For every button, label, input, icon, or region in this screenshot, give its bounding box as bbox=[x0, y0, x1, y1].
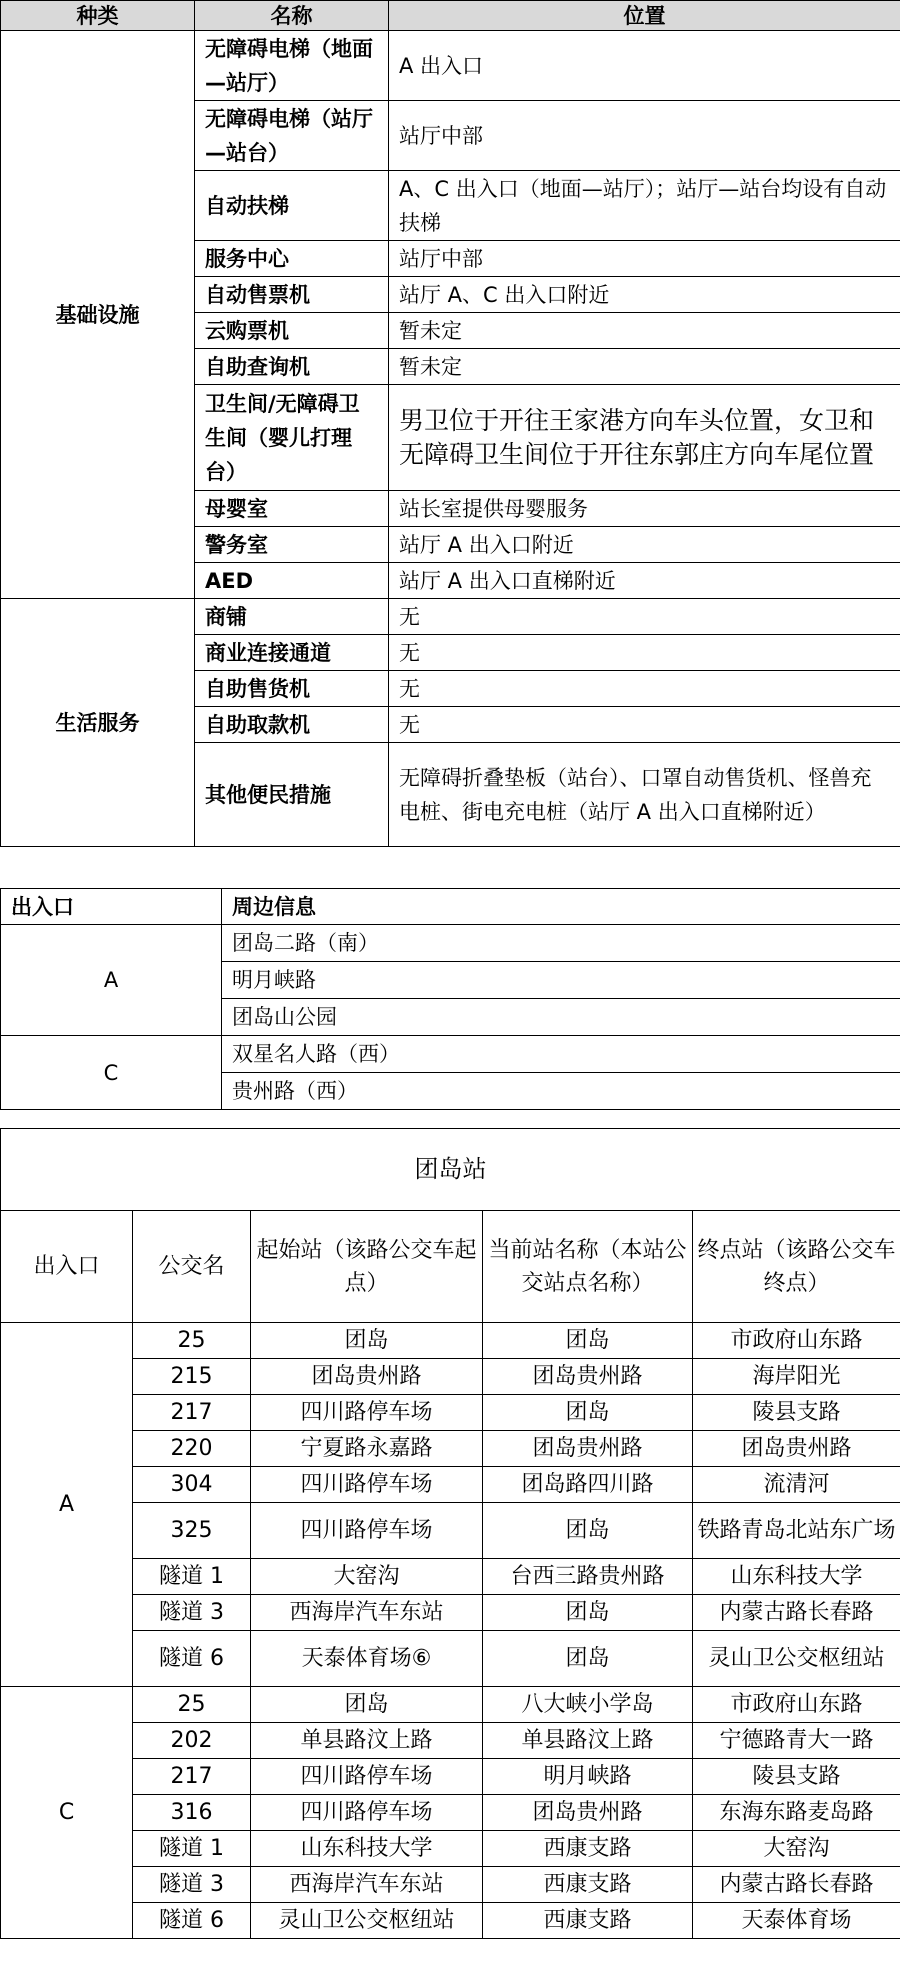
facility-location: 男卫位于开往王家港方向车头位置，女卫和无障碍卫生间位于开往东郭庄方向车尾位置 bbox=[389, 385, 900, 491]
bus-line: 25 bbox=[133, 1323, 251, 1359]
bus-header-cell: 终点站（该路公交车终点） bbox=[693, 1211, 900, 1323]
facility-location: 站长室提供母婴服务 bbox=[389, 491, 900, 527]
facility-location: 站厅 A、C 出入口附近 bbox=[389, 277, 900, 313]
end-station: 陵县支路 bbox=[693, 1759, 900, 1795]
table-row bbox=[1, 1631, 900, 1687]
start-station: 四川路停车场 bbox=[251, 1759, 483, 1795]
table-row bbox=[1, 599, 900, 635]
current-station: 西康支路 bbox=[483, 1831, 693, 1867]
end-station: 市政府山东路 bbox=[693, 1323, 900, 1359]
current-station: 明月峡路 bbox=[483, 1759, 693, 1795]
facility-name: 服务中心 bbox=[195, 241, 389, 277]
bus-line: 隧道 1 bbox=[133, 1831, 251, 1867]
start-station: 灵山卫公交枢纽站 bbox=[251, 1903, 483, 1939]
exit-cell: C bbox=[1, 1687, 133, 1939]
current-station: 团岛 bbox=[483, 1595, 693, 1631]
end-station: 海岸阳光 bbox=[693, 1359, 900, 1395]
surroundings-header-row bbox=[1, 889, 900, 925]
end-station: 内蒙古路长春路 bbox=[693, 1867, 900, 1903]
start-station: 西海岸汽车东站 bbox=[251, 1867, 483, 1903]
bus-line: 202 bbox=[133, 1723, 251, 1759]
end-station: 山东科技大学 bbox=[693, 1559, 900, 1595]
start-station: 山东科技大学 bbox=[251, 1831, 483, 1867]
bus-header-cell: 出入口 bbox=[1, 1211, 133, 1323]
bus-header-cell: 当前站名称（本站公交站点名称） bbox=[483, 1211, 693, 1323]
bus-line: 隧道 1 bbox=[133, 1559, 251, 1595]
facility-location: 站厅 A 出入口附近 bbox=[389, 527, 900, 563]
bus-line: 隧道 6 bbox=[133, 1903, 251, 1939]
current-station: 团岛 bbox=[483, 1323, 693, 1359]
header-exit: 出入口 bbox=[1, 889, 222, 925]
table-row bbox=[1, 1559, 900, 1595]
bus-line: 220 bbox=[133, 1431, 251, 1467]
facility-location: 暂未定 bbox=[389, 349, 900, 385]
table-row bbox=[1, 925, 900, 962]
facility-name: 自助查询机 bbox=[195, 349, 389, 385]
surrounding-item: 明月峡路 bbox=[222, 962, 900, 999]
facility-location: 无 bbox=[389, 635, 900, 671]
table-row bbox=[1, 1759, 900, 1795]
table-row bbox=[1, 1795, 900, 1831]
bus-line: 隧道 3 bbox=[133, 1867, 251, 1903]
table-row bbox=[1, 1467, 900, 1503]
facility-location: 无 bbox=[389, 707, 900, 743]
category-cell: 生活服务 bbox=[1, 599, 195, 847]
bus-line: 325 bbox=[133, 1503, 251, 1559]
exit-cell: A bbox=[1, 1323, 133, 1687]
surrounding-item: 团岛山公园 bbox=[222, 999, 900, 1036]
start-station: 天泰体育场⑥ bbox=[251, 1631, 483, 1687]
end-station: 团岛贵州路 bbox=[693, 1431, 900, 1467]
start-station: 四川路停车场 bbox=[251, 1795, 483, 1831]
bus-header-row bbox=[1, 1211, 900, 1323]
surrounding-item: 贵州路（西） bbox=[222, 1073, 900, 1110]
surroundings-table bbox=[0, 888, 900, 1110]
facility-name: 自助取款机 bbox=[195, 707, 389, 743]
end-station: 市政府山东路 bbox=[693, 1687, 900, 1723]
facility-location: 无 bbox=[389, 671, 900, 707]
current-station: 团岛路四川路 bbox=[483, 1467, 693, 1503]
table-row bbox=[1, 1395, 900, 1431]
current-station: 团岛 bbox=[483, 1503, 693, 1559]
start-station: 四川路停车场 bbox=[251, 1395, 483, 1431]
exit-cell: A bbox=[1, 925, 222, 1036]
facility-name: 商业连接通道 bbox=[195, 635, 389, 671]
header-surroundings: 周边信息 bbox=[222, 889, 900, 925]
table-row bbox=[1, 1867, 900, 1903]
end-station: 东海东路麦岛路 bbox=[693, 1795, 900, 1831]
facilities-header-row bbox=[1, 1, 900, 31]
facility-name: 无障碍电梯（站厅—站台） bbox=[195, 101, 389, 171]
start-station: 团岛 bbox=[251, 1687, 483, 1723]
current-station: 西康支路 bbox=[483, 1867, 693, 1903]
current-station: 八大峡小学岛 bbox=[483, 1687, 693, 1723]
end-station: 灵山卫公交枢纽站 bbox=[693, 1631, 900, 1687]
exit-cell: C bbox=[1, 1036, 222, 1110]
current-station: 团岛贵州路 bbox=[483, 1795, 693, 1831]
category-cell: 基础设施 bbox=[1, 31, 195, 599]
current-station: 单县路汶上路 bbox=[483, 1723, 693, 1759]
bus-table bbox=[0, 1128, 900, 1939]
table-row bbox=[1, 1323, 900, 1359]
header-category: 种类 bbox=[1, 1, 195, 31]
bus-line: 隧道 6 bbox=[133, 1631, 251, 1687]
end-station: 宁德路青大一路 bbox=[693, 1723, 900, 1759]
header-location: 位置 bbox=[389, 1, 900, 31]
table-row bbox=[1, 31, 900, 101]
bus-line: 隧道 3 bbox=[133, 1595, 251, 1631]
current-station: 团岛贵州路 bbox=[483, 1431, 693, 1467]
station-title: 团岛站 bbox=[1, 1129, 900, 1211]
facility-name: 警务室 bbox=[195, 527, 389, 563]
facility-name: 自助售货机 bbox=[195, 671, 389, 707]
bus-line: 217 bbox=[133, 1759, 251, 1795]
table-row bbox=[1, 1723, 900, 1759]
current-station: 台西三路贵州路 bbox=[483, 1559, 693, 1595]
bus-header-cell: 公交名 bbox=[133, 1211, 251, 1323]
end-station: 内蒙古路长春路 bbox=[693, 1595, 900, 1631]
start-station: 宁夏路永嘉路 bbox=[251, 1431, 483, 1467]
bus-title-row bbox=[1, 1129, 900, 1211]
header-name: 名称 bbox=[195, 1, 389, 31]
facility-name: AED bbox=[195, 563, 389, 599]
facility-name: 无障碍电梯（地面—站厅） bbox=[195, 31, 389, 101]
facility-name: 母婴室 bbox=[195, 491, 389, 527]
surrounding-item: 团岛二路（南） bbox=[222, 925, 900, 962]
start-station: 大窑沟 bbox=[251, 1559, 483, 1595]
facility-name: 自动扶梯 bbox=[195, 171, 389, 241]
table-row bbox=[1, 1831, 900, 1867]
facility-name: 云购票机 bbox=[195, 313, 389, 349]
facility-location: A 出入口 bbox=[389, 31, 900, 101]
bus-line: 25 bbox=[133, 1687, 251, 1723]
current-station: 团岛贵州路 bbox=[483, 1359, 693, 1395]
table-row bbox=[1, 1903, 900, 1939]
current-station: 团岛 bbox=[483, 1631, 693, 1687]
table-row bbox=[1, 1503, 900, 1559]
facility-location: 站厅中部 bbox=[389, 241, 900, 277]
facility-location: 站厅 A 出入口直梯附近 bbox=[389, 563, 900, 599]
table-row bbox=[1, 1687, 900, 1723]
bus-line: 215 bbox=[133, 1359, 251, 1395]
table-row bbox=[1, 1431, 900, 1467]
end-station: 大窑沟 bbox=[693, 1831, 900, 1867]
start-station: 单县路汶上路 bbox=[251, 1723, 483, 1759]
current-station: 西康支路 bbox=[483, 1903, 693, 1939]
start-station: 团岛贵州路 bbox=[251, 1359, 483, 1395]
start-station: 西海岸汽车东站 bbox=[251, 1595, 483, 1631]
facility-name: 卫生间/无障碍卫生间（婴儿打理台） bbox=[195, 385, 389, 491]
table-row bbox=[1, 1036, 900, 1073]
facility-location: A、C 出入口（地面—站厅）；站厅—站台均设有自动扶梯 bbox=[389, 171, 900, 241]
bus-line: 316 bbox=[133, 1795, 251, 1831]
table-row bbox=[1, 1359, 900, 1395]
start-station: 四川路停车场 bbox=[251, 1467, 483, 1503]
bus-line: 304 bbox=[133, 1467, 251, 1503]
surrounding-item: 双星名人路（西） bbox=[222, 1036, 900, 1073]
end-station: 流清河 bbox=[693, 1467, 900, 1503]
facility-location: 暂未定 bbox=[389, 313, 900, 349]
facilities-table bbox=[0, 0, 900, 847]
facility-name: 其他便民措施 bbox=[195, 743, 389, 847]
start-station: 团岛 bbox=[251, 1323, 483, 1359]
facility-name: 商铺 bbox=[195, 599, 389, 635]
table-row bbox=[1, 1595, 900, 1631]
end-station: 铁路青岛北站东广场 bbox=[693, 1503, 900, 1559]
bus-header-cell: 起始站（该路公交车起点） bbox=[251, 1211, 483, 1323]
start-station: 四川路停车场 bbox=[251, 1503, 483, 1559]
facility-name: 自动售票机 bbox=[195, 277, 389, 313]
current-station: 团岛 bbox=[483, 1395, 693, 1431]
bus-line: 217 bbox=[133, 1395, 251, 1431]
facility-location: 无 bbox=[389, 599, 900, 635]
facility-location: 无障碍折叠垫板（站台）、口罩自动售货机、怪兽充电桩、街电充电桩（站厅 A 出入口直梯附近） bbox=[389, 743, 900, 847]
end-station: 天泰体育场 bbox=[693, 1903, 900, 1939]
end-station: 陵县支路 bbox=[693, 1395, 900, 1431]
facility-location: 站厅中部 bbox=[389, 101, 900, 171]
